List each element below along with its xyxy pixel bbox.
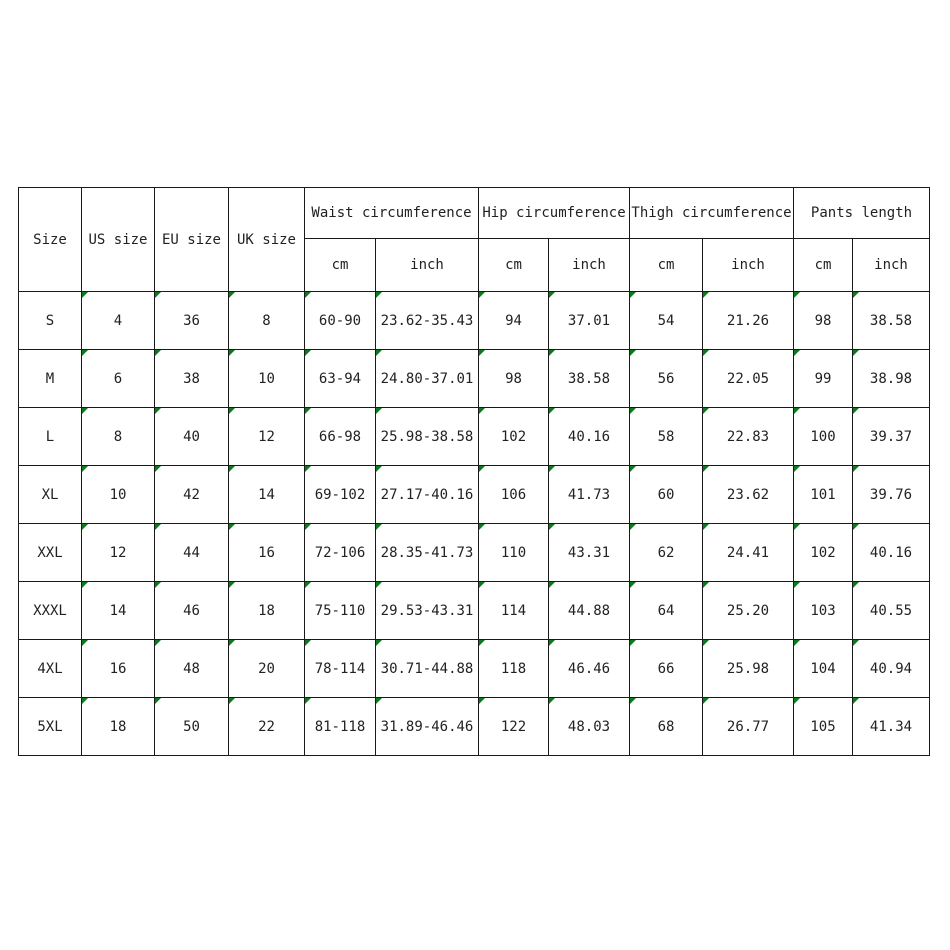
table-row: [19, 466, 930, 524]
cell-eu-size: 48: [155, 640, 229, 698]
cell-eu-size: 44: [155, 524, 229, 582]
cell-pants-inch: 39.76: [853, 466, 930, 524]
cell-thigh-cm: 64: [630, 582, 703, 640]
cell-hip-inch: 40.16: [549, 408, 630, 466]
header-uk-size: UK size: [229, 188, 305, 292]
cell-pants-inch: 38.58: [853, 292, 930, 350]
header-waist: Waist circumference: [305, 188, 479, 239]
cell-us-size: 18: [82, 698, 155, 756]
cell-waist-inch: 28.35-41.73: [376, 524, 479, 582]
cell-thigh-inch: 21.26: [703, 292, 794, 350]
cell-hip-inch: 44.88: [549, 582, 630, 640]
cell-eu-size: 46: [155, 582, 229, 640]
unit-thigh-cm: cm: [630, 239, 703, 292]
cell-hip-cm: 118: [479, 640, 549, 698]
cell-waist-inch: 29.53-43.31: [376, 582, 479, 640]
table-row: [19, 408, 930, 466]
unit-thigh-inch: inch: [703, 239, 794, 292]
unit-hip-inch: inch: [549, 239, 630, 292]
cell-waist-inch: 24.80-37.01: [376, 350, 479, 408]
cell-thigh-cm: 66: [630, 640, 703, 698]
cell-thigh-cm: 68: [630, 698, 703, 756]
cell-hip-inch: 46.46: [549, 640, 630, 698]
cell-uk-size: 20: [229, 640, 305, 698]
cell-hip-cm: 110: [479, 524, 549, 582]
cell-us-size: 8: [82, 408, 155, 466]
cell-waist-cm: 60-90: [305, 292, 376, 350]
cell-pants-inch: 38.98: [853, 350, 930, 408]
cell-uk-size: 12: [229, 408, 305, 466]
header-eu-size: EU size: [155, 188, 229, 292]
table-row: [19, 524, 930, 582]
cell-thigh-cm: 60: [630, 466, 703, 524]
cell-thigh-inch: 25.20: [703, 582, 794, 640]
header-thigh: Thigh circumference: [630, 188, 794, 239]
cell-pants-cm: 102: [794, 524, 853, 582]
cell-hip-cm: 122: [479, 698, 549, 756]
cell-thigh-cm: 54: [630, 292, 703, 350]
cell-waist-cm: 66-98: [305, 408, 376, 466]
cell-size: 5XL: [19, 698, 82, 756]
cell-waist-cm: 72-106: [305, 524, 376, 582]
unit-pants-cm: cm: [794, 239, 853, 292]
cell-thigh-inch: 22.83: [703, 408, 794, 466]
cell-thigh-cm: 62: [630, 524, 703, 582]
cell-eu-size: 38: [155, 350, 229, 408]
cell-waist-inch: 30.71-44.88: [376, 640, 479, 698]
cell-thigh-inch: 24.41: [703, 524, 794, 582]
cell-eu-size: 42: [155, 466, 229, 524]
cell-hip-inch: 38.58: [549, 350, 630, 408]
cell-waist-cm: 78-114: [305, 640, 376, 698]
cell-hip-inch: 41.73: [549, 466, 630, 524]
cell-eu-size: 36: [155, 292, 229, 350]
cell-pants-cm: 103: [794, 582, 853, 640]
size-chart-table: [18, 187, 930, 756]
unit-waist-cm: cm: [305, 239, 376, 292]
cell-size: L: [19, 408, 82, 466]
cell-uk-size: 22: [229, 698, 305, 756]
cell-pants-cm: 104: [794, 640, 853, 698]
cell-hip-cm: 114: [479, 582, 549, 640]
cell-pants-cm: 101: [794, 466, 853, 524]
cell-size: 4XL: [19, 640, 82, 698]
unit-waist-inch: inch: [376, 239, 479, 292]
cell-pants-inch: 41.34: [853, 698, 930, 756]
cell-thigh-cm: 58: [630, 408, 703, 466]
cell-hip-cm: 102: [479, 408, 549, 466]
cell-hip-cm: 98: [479, 350, 549, 408]
cell-hip-inch: 48.03: [549, 698, 630, 756]
cell-thigh-cm: 56: [630, 350, 703, 408]
cell-waist-cm: 63-94: [305, 350, 376, 408]
cell-hip-cm: 94: [479, 292, 549, 350]
cell-waist-inch: 27.17-40.16: [376, 466, 479, 524]
table-row: [19, 698, 930, 756]
cell-thigh-inch: 26.77: [703, 698, 794, 756]
cell-uk-size: 10: [229, 350, 305, 408]
cell-size: XXL: [19, 524, 82, 582]
cell-pants-cm: 105: [794, 698, 853, 756]
cell-size: XXXL: [19, 582, 82, 640]
cell-size: S: [19, 292, 82, 350]
cell-waist-inch: 25.98-38.58: [376, 408, 479, 466]
table-row: [19, 640, 930, 698]
cell-size: XL: [19, 466, 82, 524]
cell-pants-inch: 40.94: [853, 640, 930, 698]
header-row: [19, 188, 930, 239]
cell-size: M: [19, 350, 82, 408]
cell-uk-size: 8: [229, 292, 305, 350]
header-size: Size: [19, 188, 82, 292]
table-row: [19, 350, 930, 408]
cell-uk-size: 18: [229, 582, 305, 640]
cell-us-size: 12: [82, 524, 155, 582]
cell-eu-size: 40: [155, 408, 229, 466]
cell-us-size: 4: [82, 292, 155, 350]
unit-pants-inch: inch: [853, 239, 930, 292]
table-row: [19, 582, 930, 640]
cell-waist-inch: 31.89-46.46: [376, 698, 479, 756]
header-hip: Hip circumference: [479, 188, 630, 239]
cell-eu-size: 50: [155, 698, 229, 756]
cell-us-size: 14: [82, 582, 155, 640]
cell-pants-cm: 100: [794, 408, 853, 466]
cell-hip-inch: 37.01: [549, 292, 630, 350]
cell-us-size: 10: [82, 466, 155, 524]
cell-us-size: 16: [82, 640, 155, 698]
cell-pants-inch: 39.37: [853, 408, 930, 466]
table-row: [19, 292, 930, 350]
unit-hip-cm: cm: [479, 239, 549, 292]
cell-uk-size: 16: [229, 524, 305, 582]
cell-waist-cm: 75-110: [305, 582, 376, 640]
cell-uk-size: 14: [229, 466, 305, 524]
cell-hip-inch: 43.31: [549, 524, 630, 582]
header-pants-length: Pants length: [794, 188, 930, 239]
cell-pants-inch: 40.16: [853, 524, 930, 582]
cell-pants-cm: 98: [794, 292, 853, 350]
cell-pants-cm: 99: [794, 350, 853, 408]
cell-waist-cm: 69-102: [305, 466, 376, 524]
cell-hip-cm: 106: [479, 466, 549, 524]
cell-thigh-inch: 22.05: [703, 350, 794, 408]
cell-waist-cm: 81-118: [305, 698, 376, 756]
cell-thigh-inch: 25.98: [703, 640, 794, 698]
cell-waist-inch: 23.62-35.43: [376, 292, 479, 350]
cell-us-size: 6: [82, 350, 155, 408]
cell-thigh-inch: 23.62: [703, 466, 794, 524]
cell-pants-inch: 40.55: [853, 582, 930, 640]
header-us-size: US size: [82, 188, 155, 292]
